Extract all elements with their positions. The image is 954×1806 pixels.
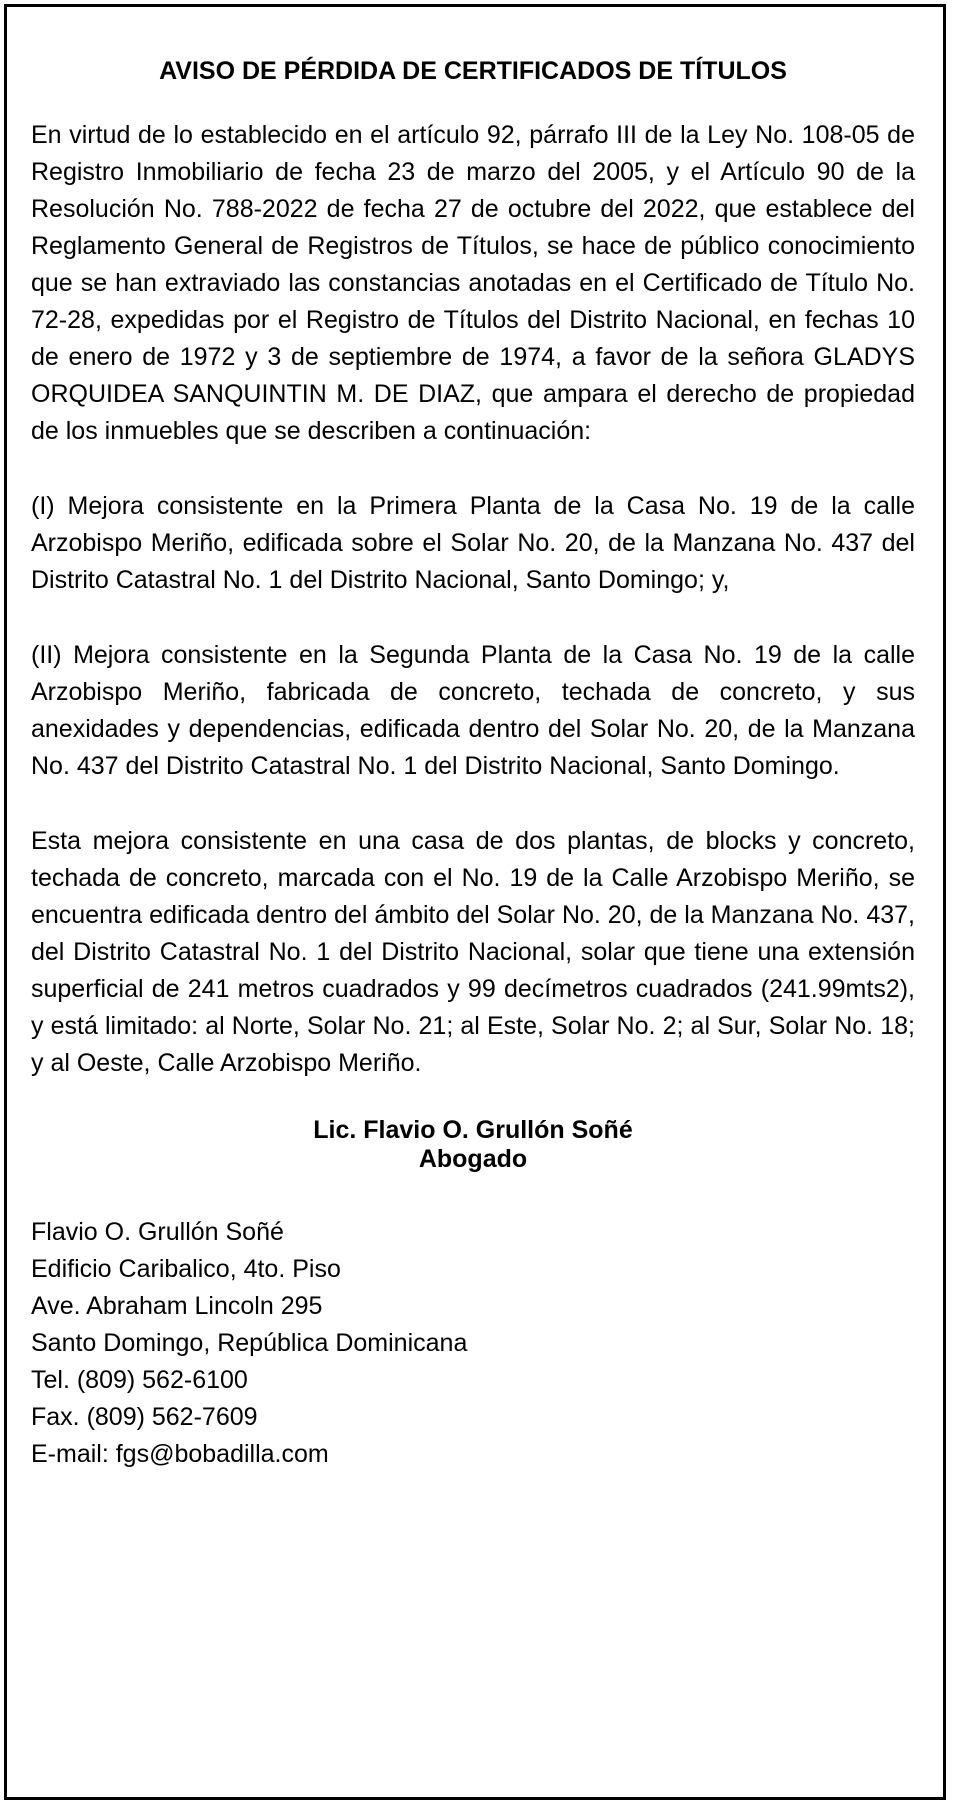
contact-building: Edificio Caribalico, 4to. Piso [31, 1255, 341, 1283]
signature-block [31, 1116, 915, 1174]
notice-frame [4, 4, 946, 1800]
signature-name: Lic. Flavio O. Grullón Soñé [313, 1116, 633, 1144]
paragraph-property-i: (I) Mejora consistente en la Primera Planta de la Casa No. 19 de la calle Arzobispo Meriño, edificada sobre el Solar No. 20, de la Manzana No. 437 del Distrito Catastral No. 1 del Distrito Nacional, Santo Domingo; y, [31, 492, 915, 594]
paragraph-legal-basis: En virtud de lo establecido en el artículo 92, párrafo III de la Ley No. 108-05 de Registro Inmobiliario de fecha 23 de marzo del 2005, y el Artículo 90 de la Resolución No. 788-2022 de fecha 27 de octubre del 2022, que establece del Reglamento General de Registros de Títulos, se hace de público conocimiento que se han extraviado las constancias anotadas en el Certificado de Título No. 72-28, expedidas por el Registro de Títulos del Distrito Nacional, en fechas 10 de enero de 1972 y 3 de septiembre de 1974, a favor de la señora GLADYS ORQUIDEA SANQUINTIN M. DE DIAZ, que ampara el derecho de propiedad de los inmuebles que se describen a continuación: [31, 121, 915, 445]
signature-role: Abogado [418, 1145, 528, 1173]
contact-name: Flavio O. Grullón Soñé [31, 1218, 284, 1246]
contact-block [31, 1214, 915, 1473]
notice-title: AVISO DE PÉRDIDA DE CERTIFICADOS DE TÍTULOS [159, 57, 787, 85]
contact-street: Ave. Abraham Lincoln 295 [31, 1292, 323, 1320]
paragraph-property-ii: (II) Mejora consistente en la Segunda Planta de la Casa No. 19 de la calle Arzobispo Meriño, fabricada de concreto, techada de concreto, y sus anexidades y dependencias, edificada dentro del Solar No. 20, de la Manzana No. 437 del Distrito Catastral No. 1 del Distrito Nacional, Santo Domingo. [31, 641, 915, 780]
paragraph-property-description: Esta mejora consistente en una casa de dos plantas, de blocks y concreto, techada de concreto, marcada con el No. 19 de la Calle Arzobispo Meriño, se encuentra edificada dentro del ámbito del Solar No. 20, de la Manzana No. 437, del Distrito Catastral No. 1 del Distrito Nacional, solar que tiene una extensión superficial de 241 metros cuadrados y 99 decímetros cuadrados (241.99mts2), y está limitado: al Norte, Solar No. 21; al Este, Solar No. 2; al Sur, Solar No. 18; y al Oeste, Calle Arzobispo Meriño. [31, 827, 915, 1077]
contact-city: Santo Domingo, República Dominicana [31, 1329, 468, 1357]
contact-email: E-mail: fgs@bobadilla.com [31, 1440, 329, 1468]
contact-fax: Fax. (809) 562-7609 [31, 1403, 258, 1431]
contact-tel: Tel. (809) 562-6100 [31, 1366, 248, 1394]
